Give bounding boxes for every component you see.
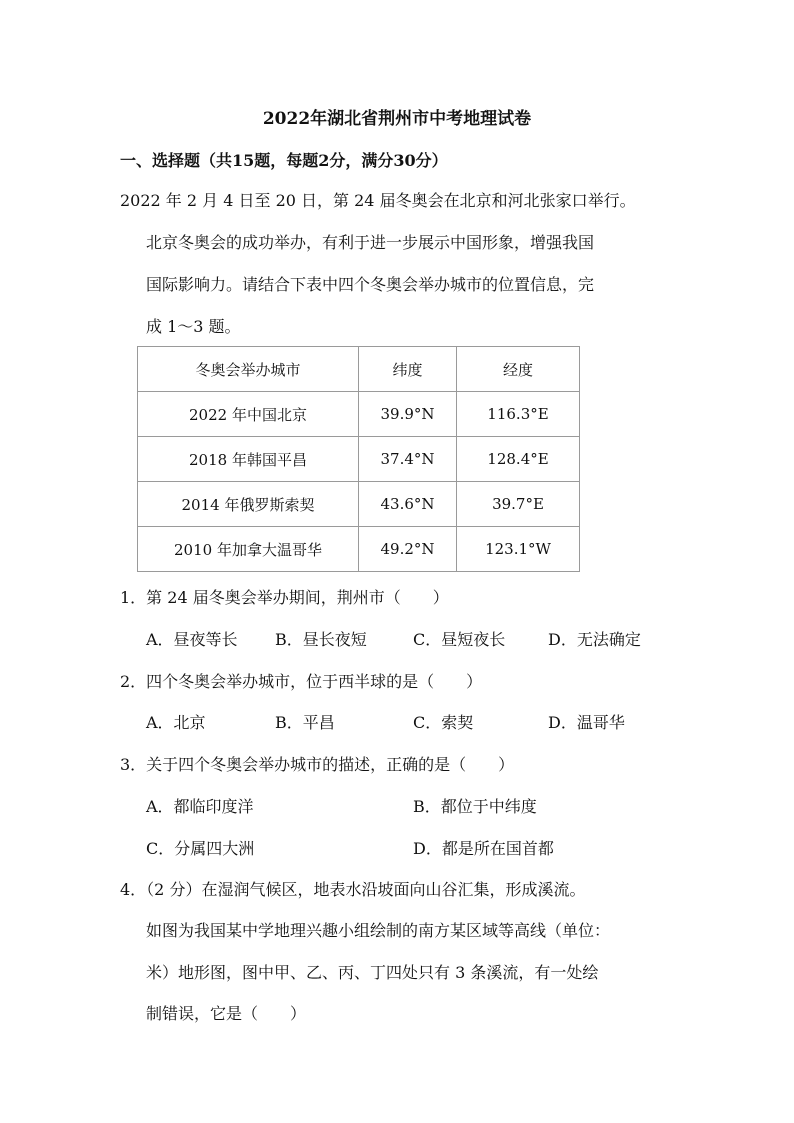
section-heading: 一、选择题（共15题，每题2分，满分30分） <box>120 151 448 170</box>
question-1-option-b: B．昼长夜短 <box>275 630 367 649</box>
olympic-cities-table <box>137 346 580 572</box>
intro-line-2: 北京冬奥会的成功举办，有利于进一步展示中国形象，增强我国 <box>146 233 595 252</box>
question-3-option-d: D．都是所在国首都 <box>413 839 554 858</box>
table-cell: 128.4°E <box>457 437 580 482</box>
question-3-stem: 3．关于四个冬奥会举办城市的描述，正确的是（ ） <box>120 755 515 774</box>
question-3-option-b: B．都位于中纬度 <box>413 797 537 816</box>
intro-line-3: 国际影响力。请结合下表中四个冬奥会举办城市的位置信息，完 <box>146 275 595 294</box>
table-header-cell: 冬奥会举办城市 <box>138 347 359 392</box>
question-2-stem: 2．四个冬奥会举办城市，位于西半球的是（ ） <box>120 672 483 691</box>
question-2-option-b: B．平昌 <box>275 713 335 732</box>
table-header-row <box>138 347 580 392</box>
table-cell: 116.3°E <box>457 392 580 437</box>
question-4-line-2: 如图为我国某中学地理兴趣小组绘制的南方某区域等高线（单位： <box>146 921 611 940</box>
question-3-option-a: A．都临印度洋 <box>146 797 254 816</box>
table-row <box>138 482 580 527</box>
question-1-stem: 1．第 24 届冬奥会举办期间，荆州市（ ） <box>120 588 449 607</box>
table-header-cell: 经度 <box>457 347 580 392</box>
table-cell: 37.4°N <box>359 437 457 482</box>
table-cell: 39.9°N <box>359 392 457 437</box>
page-title: 2022年湖北省荆州市中考地理试卷 <box>262 109 532 129</box>
question-1-option-c: C．昼短夜长 <box>413 630 506 649</box>
question-2-option-c: C．索契 <box>413 713 474 732</box>
table-row <box>138 392 580 437</box>
table-cell: 49.2°N <box>359 527 457 572</box>
question-4-line-1: 4．（2 分）在湿润气候区，地表水沿坡面向山谷汇集，形成溪流。 <box>120 880 586 899</box>
table-cell: 2014 年俄罗斯索契 <box>138 482 359 527</box>
table-cell: 39.7°E <box>457 482 580 527</box>
table-row <box>138 527 580 572</box>
question-4-line-3: 米）地形图，图中甲、乙、丙、丁四处只有 3 条溪流，有一处绘 <box>146 963 599 982</box>
intro-line-1: 2022 年 2 月 4 日至 20 日，第 24 届冬奥会在北京和河北张家口举行。 <box>120 191 636 210</box>
table-cell: 2018 年韩国平昌 <box>138 437 359 482</box>
table-row <box>138 437 580 482</box>
question-1-option-d: D．无法确定 <box>548 630 641 649</box>
table-cell: 123.1°W <box>457 527 580 572</box>
question-1-option-a: A．昼夜等长 <box>146 630 238 649</box>
table-cell: 43.6°N <box>359 482 457 527</box>
question-3-option-c: C．分属四大洲 <box>146 839 255 858</box>
table-cell: 2022 年中国北京 <box>138 392 359 437</box>
question-2-option-a: A．北京 <box>146 713 206 732</box>
question-2-option-d: D．温哥华 <box>548 713 625 732</box>
table-header-cell: 纬度 <box>359 347 457 392</box>
question-4-line-4: 制错误，它是（ ） <box>146 1004 307 1023</box>
table-cell: 2010 年加拿大温哥华 <box>138 527 359 572</box>
intro-line-4: 成 1～3 题。 <box>146 317 241 336</box>
